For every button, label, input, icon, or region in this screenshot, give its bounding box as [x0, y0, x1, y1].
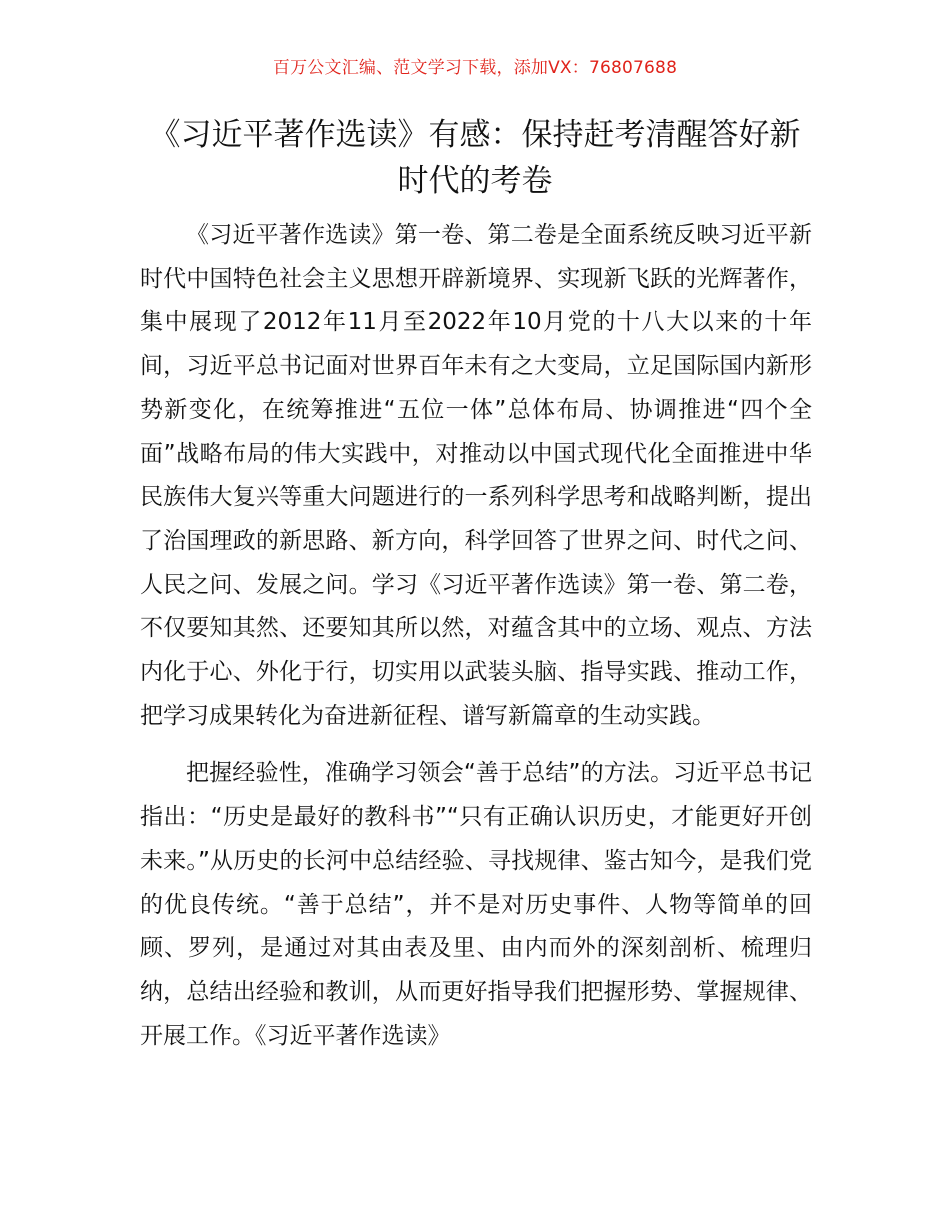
body-paragraph: 把握经验性，准确学习领会“善于总结”的方法。习近平总书记指出：“历史是最好的教科书”“只有正确认识历史，才能更好开创未来。”从历史的长河中总结经验、寻找规律、鉴古知今，是我们党的优良传统。“善于总结”，并不是对历史事件、人物等简单的回顾、罗列，是通过对其由表及里、由内而外的深刻剖析、梳理归纳，总结出经验和教训，从而更好指导我们把握形势、掌握规律、开展工作。《习近平著作选读》 [140, 760, 812, 1049]
document-title: 《习近平著作选读》有感：保持赶考清醒答好新时代的考卷 [149, 117, 801, 199]
document-body [140, 214, 812, 1058]
body-paragraph: 《习近平著作选读》第一卷、第二卷是全面系统反映习近平新时代中国特色社会主义思想开辟新境界、实现新飞跃的光辉著作，集中展现了2012年11月至2022年10月党的十八大以来的十年间，习近平总书记面对世界百年未有之大变局，立足国际国内新形势新变化，在统筹推进“五位一体”总体布局、协调推进“四个全面”战略布局的伟大实践中，对推动以中国式现代化全面推进中华民族伟大复兴等重大问题进行的一系列科学思考和战略判断，提出了治国理政的新思路、新方向，科学回答了世界之问、时代之问、人民之问、发展之问。学习《习近平著作选读》第一卷、第二卷，不仅要知其然、还要知其所以然，对蕴含其中的立场、观点、方法内化于心、外化于行，切实用以武装头脑、指导实践、推动工作，把学习成果转化为奋进新征程、谱写新篇章的生动实践。 [140, 222, 812, 729]
header-promo-note: 百万公文汇编、范文学习下载，添加VX：76807688 [272, 58, 678, 78]
